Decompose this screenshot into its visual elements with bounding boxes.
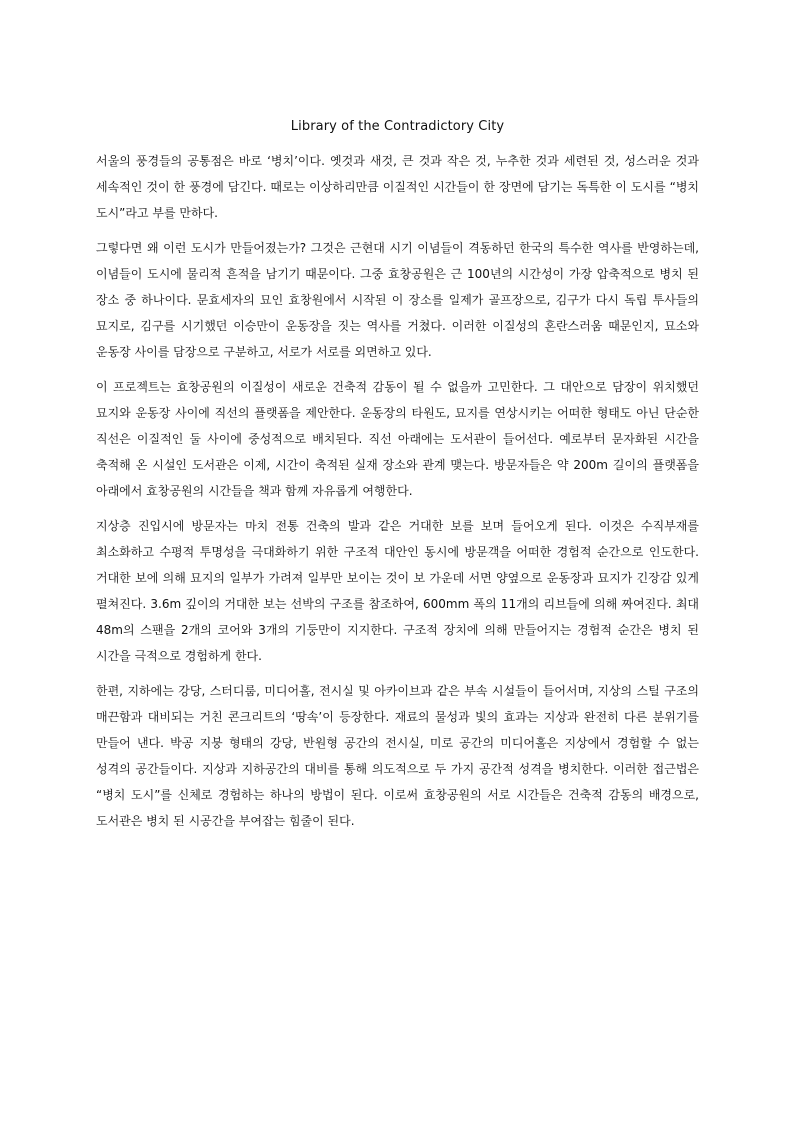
document-page: [96, 118, 699, 843]
paragraph-3: 이 프로젝트는 효창공원의 이질성이 새로운 건축적 감동이 될 수 없을까 고민한다. 그 대안으로 담장이 위치했던 묘지와 운동장 사이에 직선의 플랫폼을 제안한다. 운동장의 타원도, 묘지를 연상시키는 어떠한 형태도 아닌 단순한 직선은 이질적인 둘 사이에 중성적으로 배치된다. 직선 아래에는 도서관이 들어선다. 예로부터 문자화된 시간을 축적해 온 시설인 도서관은 이제, 시간이 축적된 실재 장소와 관계 맺는다. 방문자들은 약 200m 길이의 플랫폼을 아래에서 효창공원의 시간들을 책과 함께 자유롭게 여행한다.: [96, 380, 699, 498]
paragraph-2: 그렇다면 왜 이런 도시가 만들어졌는가? 그것은 근현대 시기 이념들이 격동하던 한국의 특수한 역사를 반영하는데, 이념들이 도시에 물리적 흔적을 남기기 때문이다. 그중 효창공원은 근 100년의 시간성이 가장 압축적으로 병치 된 장소 중 하나이다. 문효세자의 묘인 효창원에서 시작된 이 장소를 일제가 골프장으로, 김구가 다시 독립 투사들의 묘지로, 김구를 시기했던 이승만이 운동장을 짓는 역사를 거쳤다. 이러한 이질성의 혼란스러움 때문인지, 묘소와 운동장 사이를 담장으로 구분하고, 서로가 서로를 외면하고 있다.: [96, 241, 699, 359]
paragraph-1: 서울의 풍경들의 공통점은 바로 ‘병치’이다. 옛것과 새것, 큰 것과 작은 것, 누추한 것과 세련된 것, 성스러운 것과 세속적인 것이 한 풍경에 담긴다. 때로는 이상하리만큼 이질적인 시간들이 한 장면에 담기는 독특한 이 도시를 “병치 도시”라고 부를 만하다.: [96, 154, 699, 220]
document-title: Library of the Contradictory City: [290, 119, 505, 134]
paragraph-4: 지상층 진입시에 방문자는 마치 전통 건축의 발과 같은 거대한 보를 보며 들어오게 된다. 이것은 수직부재를 최소화하고 수평적 투명성을 극대화하기 위한 구조적 대안인 동시에 방문객을 어떠한 경험적 순간으로 인도한다. 거대한 보에 의해 묘지의 일부가 가려져 일부만 보이는 것이 보 가운데 서면 양옆으로 운동장과 묘지가 긴장감 있게 펼쳐진다. 3.6m 깊이의 거대한 보는 선박의 구조를 참조하여, 600mm 폭의 11개의 리브들에 의해 짜여진다. 최대 48m의 스팬을 2개의 코어와 3개의 기둥만이 지지한다. 구조적 장치에 의해 만들어지는 경험적 순간은 병치 된 시간을 극적으로 경험하게 한다.: [96, 519, 699, 663]
paragraph-5: 한편, 지하에는 강당, 스터디룸, 미디어홀, 전시실 및 아카이브과 같은 부속 시설들이 들어서며, 지상의 스틸 구조의 매끈함과 대비되는 거친 콘크리트의 ‘땅속’이 등장한다. 재료의 물성과 빛의 효과는 지상과 완전히 다른 분위기를 만들어 낸다. 박공 지붕 형태의 강당, 반원형 공간의 전시실, 미로 공간의 미디어홀은 지상에서 경험할 수 없는 성격의 공간들이다. 지상과 지하공간의 대비를 통해 의도적으로 두 가지 공간적 성격을 병치한다. 이러한 접근법은 “병치 도시”를 신체로 경험하는 하나의 방법이 된다. 이로써 효창공원의 서로 시간들은 건축적 감동의 배경으로, 도서관은 병치 된 시공간을 부여잡는 힘줄이 된다.: [96, 684, 699, 828]
